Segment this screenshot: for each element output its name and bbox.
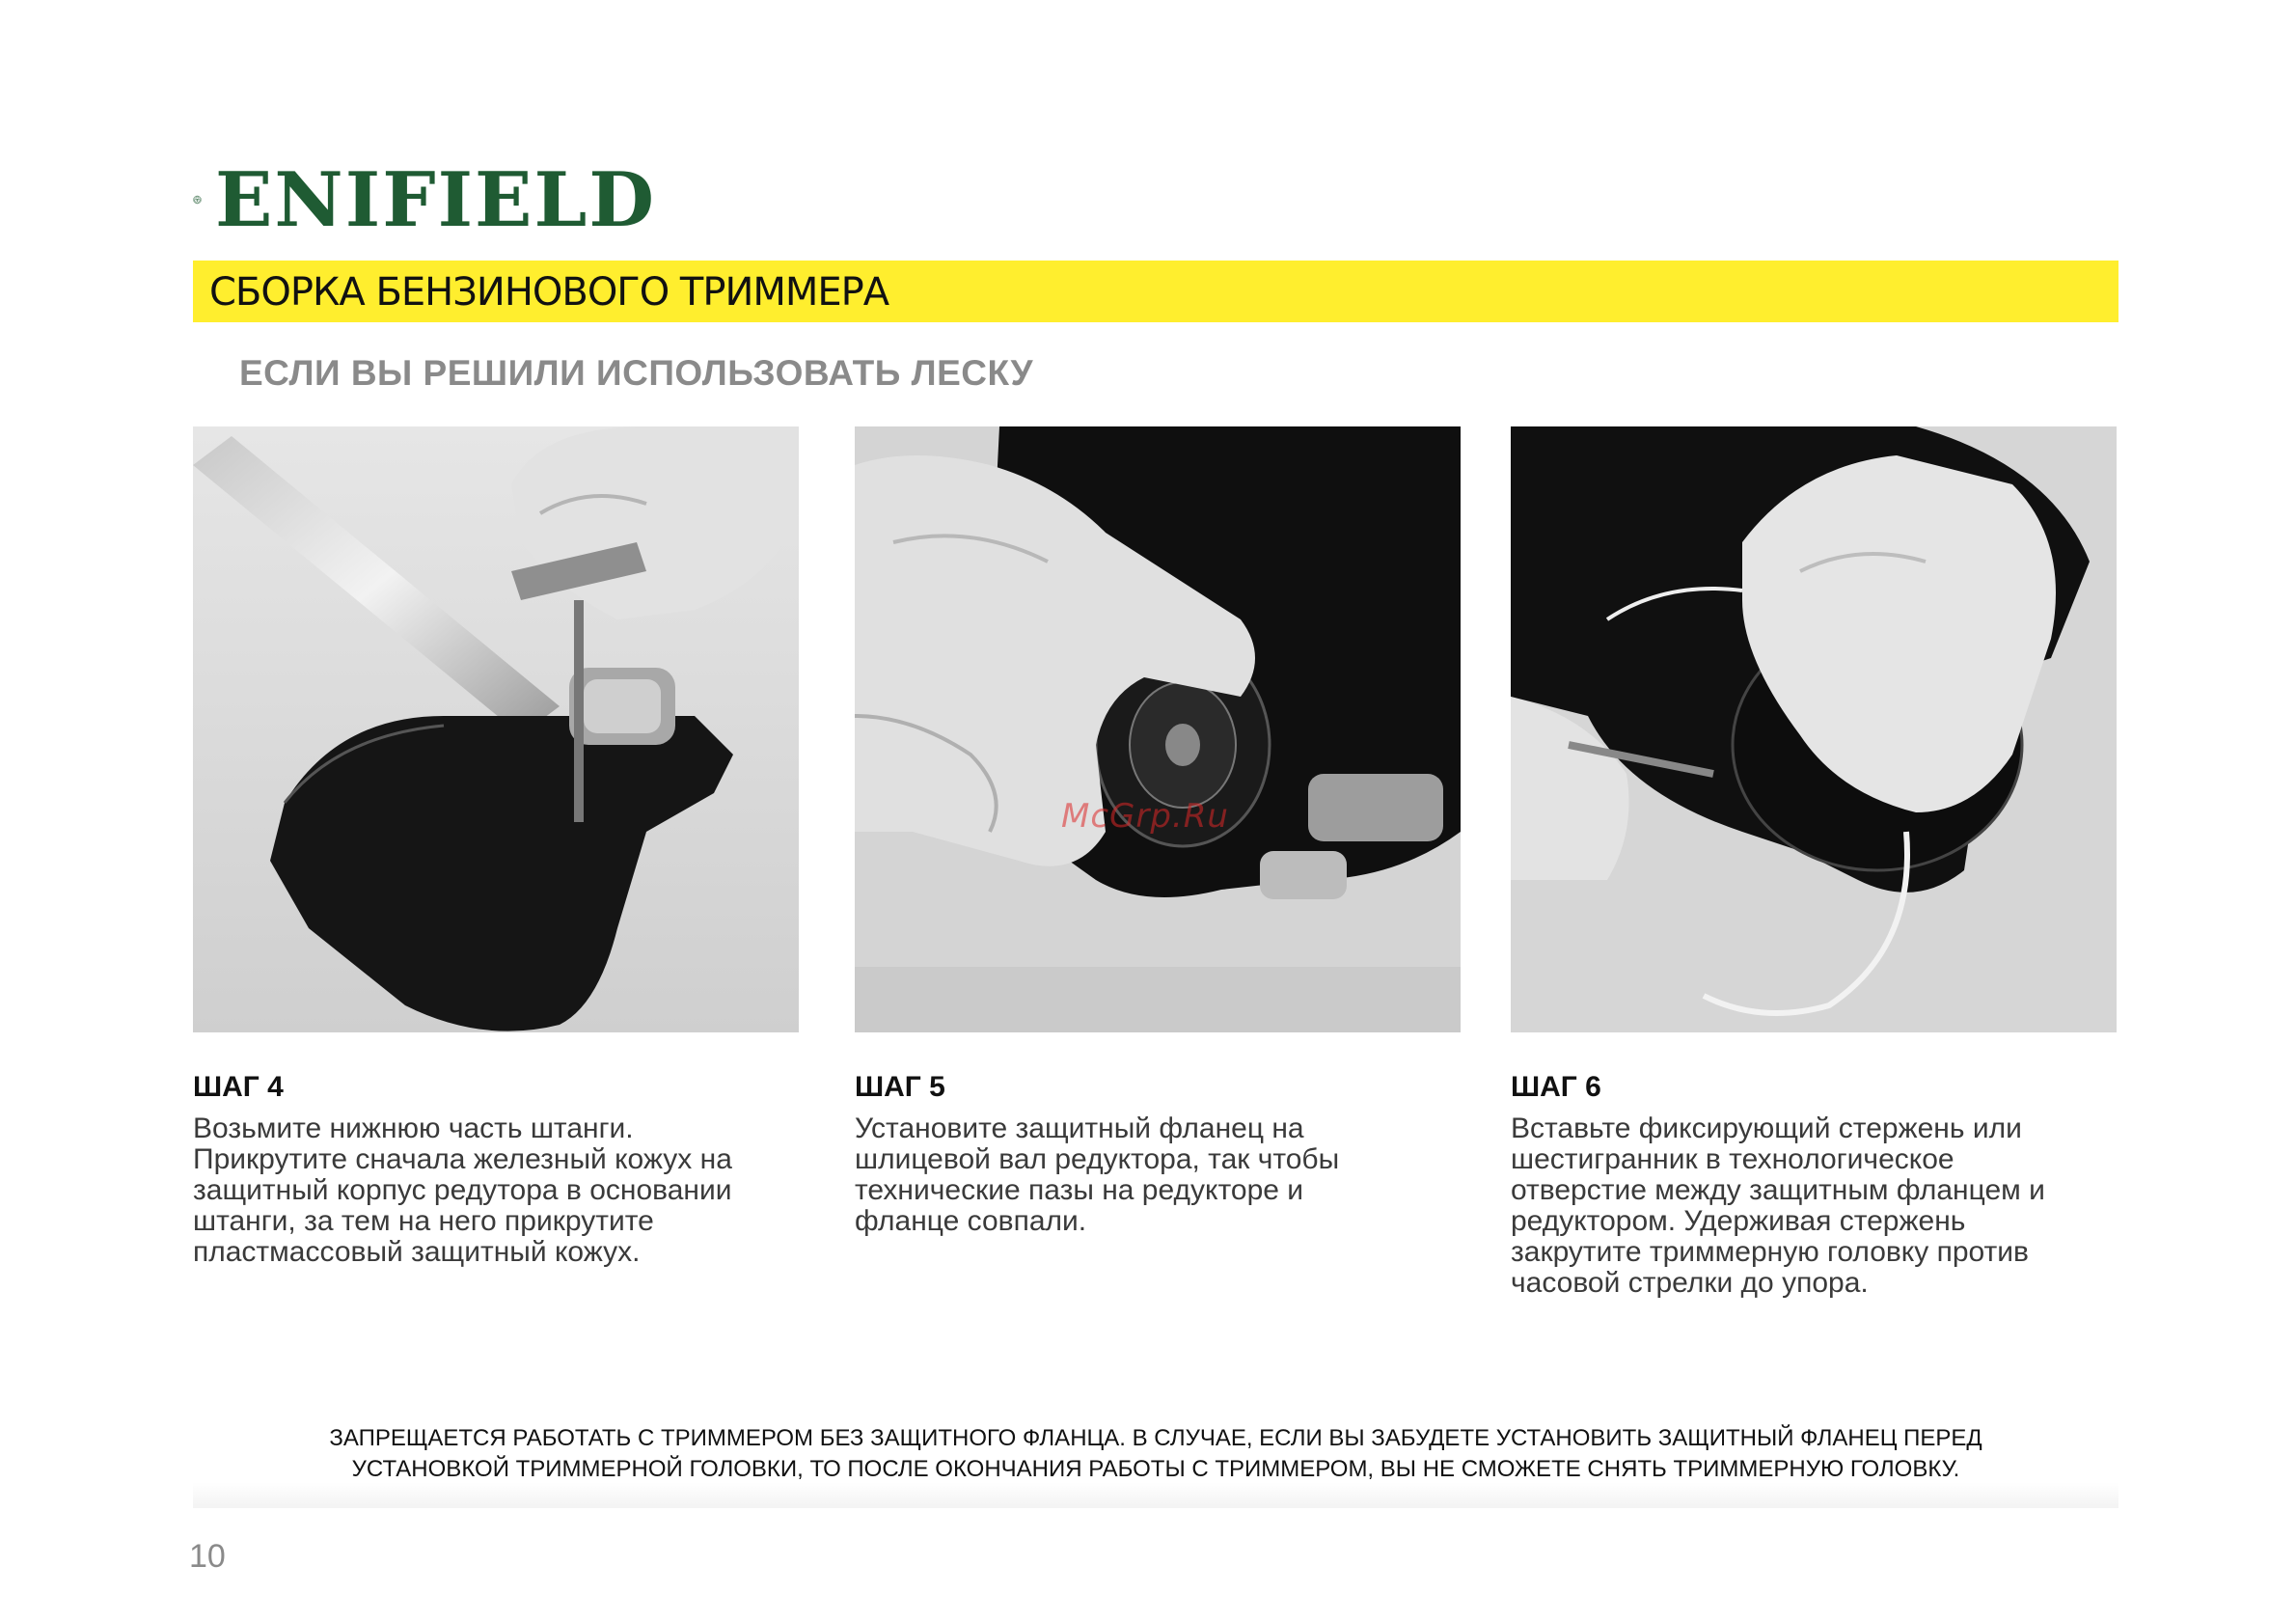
- photo-step-5: [855, 426, 1461, 1032]
- step-line: шестигранник в технологическое: [1511, 1143, 1954, 1175]
- step-line: шлицевой вал редуктора, так чтобы: [855, 1143, 1340, 1175]
- step-line: технические пазы на редукторе и: [855, 1174, 1304, 1206]
- watermark: McGrp.Ru: [1061, 797, 1229, 836]
- step-line: отверстие между защитным фланцем и: [1511, 1174, 2045, 1206]
- photo-step-4: [193, 426, 799, 1032]
- step-heading: ШАГ 4: [193, 1071, 284, 1103]
- brand-name: ENIFIELD: [214, 155, 656, 244]
- step-line: редуктором. Удерживая стержень: [1511, 1205, 1966, 1237]
- step-line: защитный корпус редутора в основании: [193, 1174, 732, 1206]
- step-line: штанги, за тем на него прикрутите: [193, 1205, 654, 1237]
- step-line: пластмассовый защитный кожух.: [193, 1236, 641, 1268]
- page-number: 10: [189, 1538, 226, 1575]
- step-description: [193, 1113, 810, 1268]
- interlocking-rings-logo-icon: [193, 149, 202, 251]
- step-4: [193, 1071, 810, 1268]
- photo-step-6: [1511, 426, 2117, 1032]
- step-description: [855, 1113, 1472, 1237]
- step-line: Установите защитный фланец на: [855, 1113, 1304, 1144]
- step-5: [855, 1071, 1472, 1237]
- step-line: часовой стрелки до упора.: [1511, 1267, 1869, 1299]
- section-title-bar: [193, 261, 2118, 322]
- step-line: Вставьте фиксирующий стержень или: [1511, 1113, 2022, 1144]
- warning-notice: [193, 1423, 2118, 1508]
- subtitle: ЕСЛИ ВЫ РЕШИЛИ ИСПОЛЬЗОВАТЬ ЛЕСКУ: [239, 353, 1033, 393]
- step-line: Возьмите нижнюю часть штанги.: [193, 1113, 634, 1144]
- section-title: СБОРКА БЕНЗИНОВОГО ТРИММЕРА: [209, 270, 889, 315]
- step-line: Прикрутите сначала железный кожух на: [193, 1143, 732, 1175]
- step-line: фланце совпали.: [855, 1205, 1087, 1237]
- warning-line: ЗАПРЕЩАЕТСЯ РАБОТАТЬ С ТРИММЕРОМ БЕЗ ЗАЩИТНОГО ФЛАНЦА. В СЛУЧАЕ, ЕСЛИ ВЫ ЗАБУДЕТЕ УСТАНОВИТЬ ЗАЩИТНЫЙ ФЛАНЕЦ ПЕРЕД: [329, 1425, 1982, 1451]
- step-heading: ШАГ 5: [855, 1071, 945, 1103]
- step-description: [1511, 1113, 2128, 1299]
- step-6: [1511, 1071, 2128, 1299]
- warning-line: УСТАНОВКОЙ ТРИММЕРНОЙ ГОЛОВКИ, ТО ПОСЛЕ ОКОНЧАНИЯ РАБОТЫ С ТРИММЕРОМ, ВЫ НЕ СМОЖЕТЕ СНЯТЬ ТРИММЕРНУЮ ГОЛОВКУ.: [351, 1456, 1960, 1482]
- step-line: закрутите триммерную головку против: [1511, 1236, 2029, 1268]
- brand-logo: [193, 147, 656, 253]
- step-heading: ШАГ 6: [1511, 1071, 1601, 1103]
